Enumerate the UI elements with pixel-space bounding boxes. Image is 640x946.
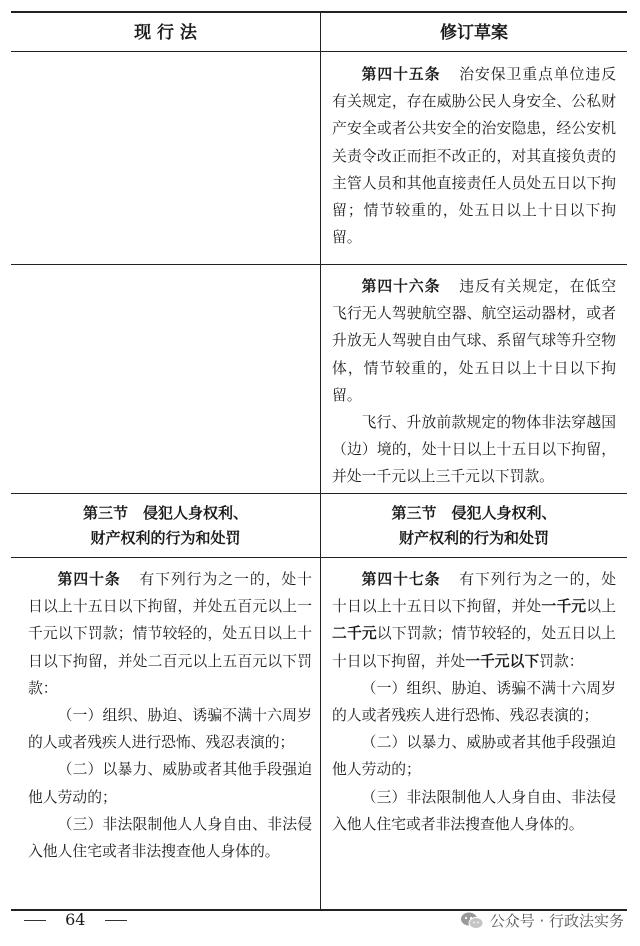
page-number-text: 64 [65, 910, 86, 929]
article-47 [332, 566, 616, 675]
header-revised-draft: 修订草案 [440, 23, 508, 43]
article-47-item-3: （三）非法限制他人人身自由、非法侵入他人住宅或者非法搜查他人身体的。 [332, 788, 616, 833]
row-divider [11, 557, 627, 558]
row-divider [11, 51, 627, 52]
section-heading-line2: 财产权利的行为和处罚 [398, 529, 549, 547]
amended-amount: 二千元 [332, 625, 377, 643]
article-40-item-2: （二）以暴力、威胁或者其他手段强迫他人劳动的； [28, 761, 312, 806]
article-46-cell [332, 273, 616, 491]
article-40-cell [28, 566, 312, 865]
article-47-text: 罚款： [539, 652, 584, 670]
dash-right [105, 920, 127, 921]
article-47-text: 以上 [586, 598, 616, 616]
amended-amount: 一千元 [541, 598, 587, 616]
comparison-table [11, 11, 627, 911]
article-46-text: 违反有关规定，在低空飞行无人驾驶航空器、航空运动器材，或者升放无人驾驶自由气球、系留气球等升空物体，情节较重的，处五日以上十日以下拘留。 [332, 278, 616, 404]
header-current-law: 现 行 法 [134, 23, 197, 43]
section-heading-line2: 财产权利的行为和处罚 [90, 529, 241, 547]
article-46-number: 第四十六条 [361, 278, 441, 295]
watermark-text: 公众号 · 行政法实务 [489, 912, 624, 930]
section-heading-draft [321, 501, 627, 551]
article-47-cell [332, 566, 616, 838]
article-46-paragraph-2: 飞行、升放前款规定的物体非法穿越国（边）境的，处十日以上十五日以下拘留，并处一千元以上三千元以下罚款。 [332, 414, 616, 486]
dash-left [24, 920, 46, 921]
article-47-item-1: （一）组织、胁迫、诱骗不满十六周岁的人或者残疾人进行恐怖、残忍表演的； [332, 679, 616, 725]
article-40-item-1: （一）组织、胁迫、诱骗不满十六周岁的人或者残疾人进行恐怖、残忍表演的； [28, 707, 312, 752]
article-40-item-3: （三）非法限制他人人身自由、非法侵入他人住宅或者非法搜查他人身体的。 [28, 815, 312, 861]
article-40-number: 第四十条 [57, 571, 121, 588]
article-47-text: 有下列行为之一的，处十日以上十五日以下拘留，并处 [332, 571, 616, 616]
article-40 [28, 566, 312, 702]
article-47-number: 第四十七条 [361, 571, 441, 588]
article-45-cell [332, 61, 616, 251]
column-divider [320, 13, 321, 909]
article-45-text: 治安保卫重点单位违反有关规定，存在威胁公民人身安全、公私财产安全或者公共安全的治安隐患，经公安机关责令改正而拒不改正的，对其直接负责的主管人员和其他直接责任人员处五日以下拘留；情节较重的，处五日以上十日以下拘留。 [332, 66, 616, 247]
article-40-text: 有下列行为之一的，处十日以上十五日以下拘留，并处五百元以上一千元以下罚款；情节较轻的，处五日以上十日以下拘留，并处二百元以上五百元以下罚款： [28, 571, 312, 697]
watermark [460, 910, 624, 931]
page-number [24, 910, 127, 929]
section-heading-line1: 第三节 侵犯人身权利、 [391, 504, 557, 522]
amended-amount: 一千元以下 [465, 652, 540, 670]
article-46 [332, 273, 616, 409]
article-47-text: 以下罚款；情节较轻的，处五日以上十日以下拘留，并处 [332, 625, 616, 670]
wechat-icon [460, 911, 484, 931]
section-heading-current [11, 501, 320, 551]
article-45-number: 第四十五条 [361, 66, 441, 83]
row-divider [11, 264, 627, 265]
section-heading-line1: 第三节 侵犯人身权利、 [82, 504, 248, 522]
row-divider [11, 493, 627, 494]
article-45 [332, 61, 616, 251]
article-47-item-2: （二）以暴力、威胁或者其他手段强迫他人劳动的； [332, 734, 616, 779]
